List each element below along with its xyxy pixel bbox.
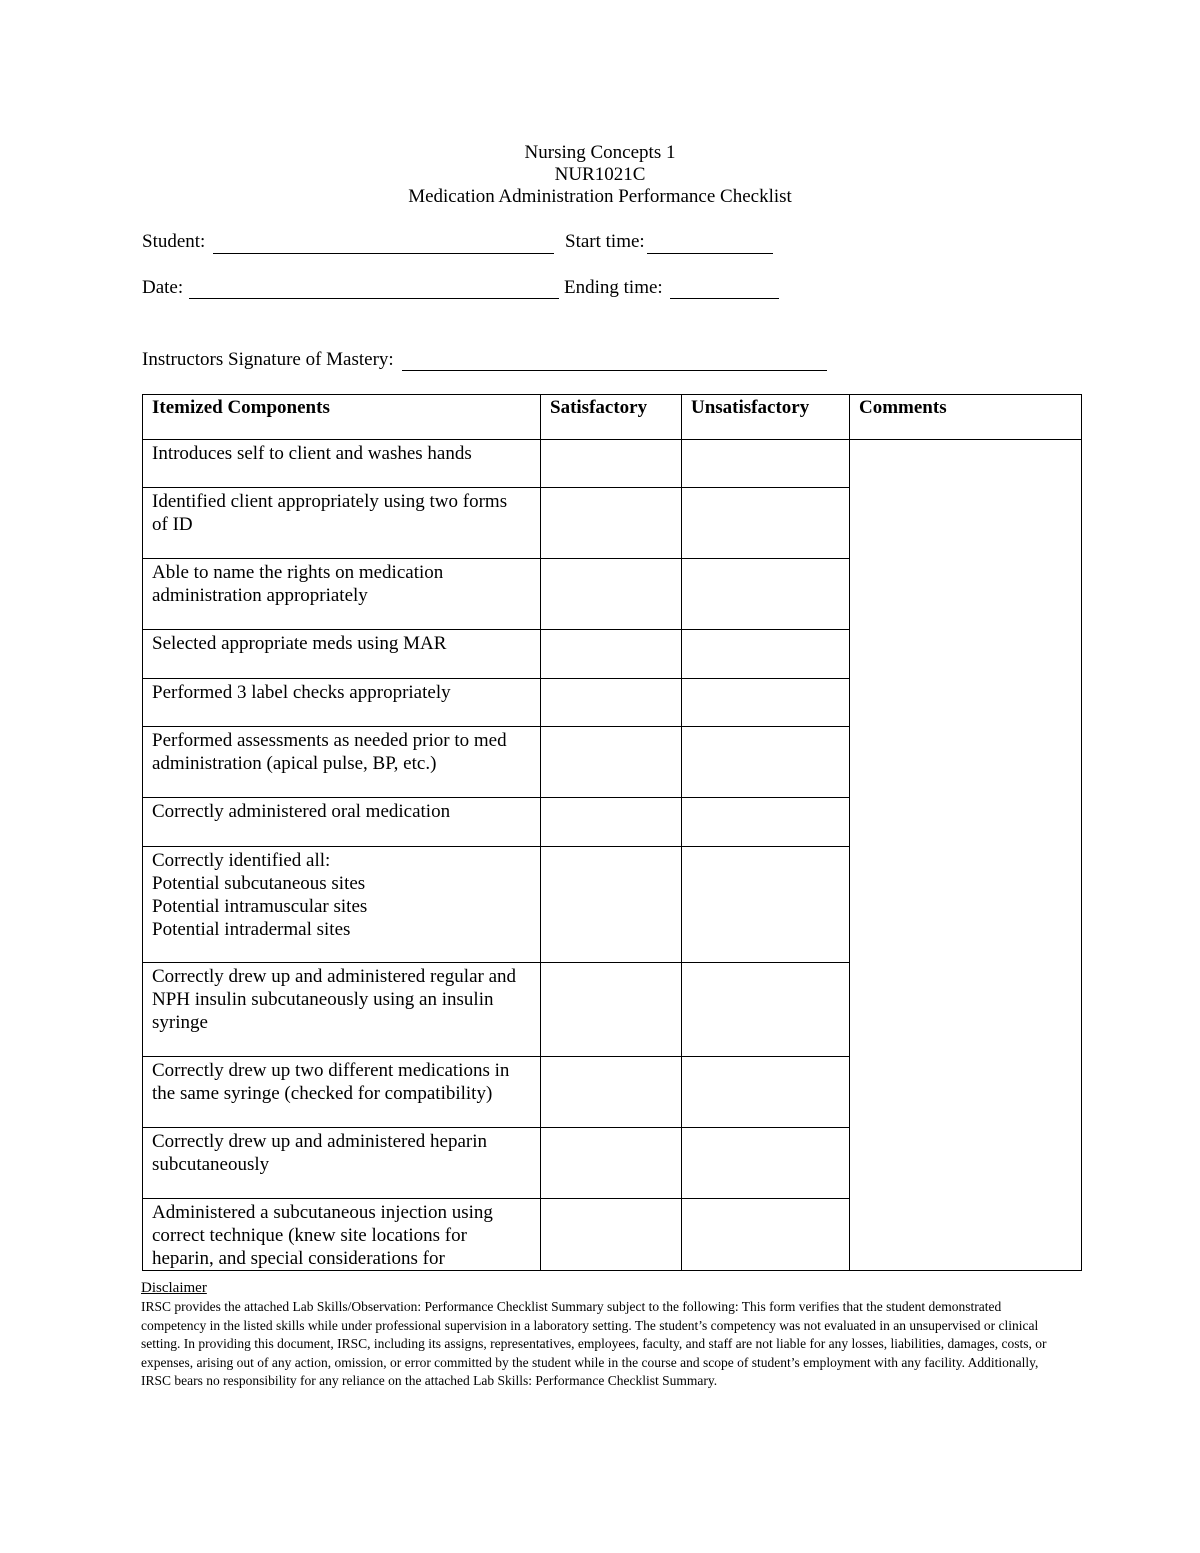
start-time-field[interactable] xyxy=(647,253,773,254)
disclaimer xyxy=(141,1279,1056,1391)
unsatisfactory-cell[interactable] xyxy=(682,559,850,630)
ending-time-label: Ending time: xyxy=(564,277,663,298)
column-header: Satisfactory xyxy=(541,395,682,440)
satisfactory-cell[interactable] xyxy=(541,559,682,630)
comments-cell[interactable] xyxy=(850,440,1082,1271)
student-label: Student: xyxy=(142,231,206,252)
item-cell: Able to name the rights on medication administration appropriately xyxy=(143,559,541,630)
satisfactory-cell[interactable] xyxy=(541,488,682,559)
unsatisfactory-cell[interactable] xyxy=(682,727,850,798)
column-header: Unsatisfactory xyxy=(682,395,850,440)
signature-label: Instructors Signature of Mastery: xyxy=(142,349,394,370)
unsatisfactory-cell[interactable] xyxy=(682,1199,850,1271)
item-cell: Selected appropriate meds using MAR xyxy=(143,630,541,679)
disclaimer-title: Disclaimer xyxy=(141,1280,207,1296)
satisfactory-cell[interactable] xyxy=(541,798,682,847)
date-field[interactable] xyxy=(189,298,559,299)
unsatisfactory-cell[interactable] xyxy=(682,963,850,1057)
unsatisfactory-cell[interactable] xyxy=(682,847,850,963)
document-header xyxy=(0,142,1200,208)
unsatisfactory-cell[interactable] xyxy=(682,1128,850,1199)
checklist-table xyxy=(142,394,1082,1271)
item-cell: Correctly drew up two different medications in the same syringe (checked for compatibility) xyxy=(143,1057,541,1128)
item-cell: Correctly administered oral medication xyxy=(143,798,541,847)
satisfactory-cell[interactable] xyxy=(541,679,682,727)
unsatisfactory-cell[interactable] xyxy=(682,1057,850,1128)
item-cell: Performed assessments as needed prior to med administration (apical pulse, BP, etc.) xyxy=(143,727,541,798)
satisfactory-cell[interactable] xyxy=(541,963,682,1057)
satisfactory-cell[interactable] xyxy=(541,727,682,798)
satisfactory-cell[interactable] xyxy=(541,630,682,679)
table-header-row xyxy=(143,395,1082,440)
unsatisfactory-cell[interactable] xyxy=(682,798,850,847)
course-title: Nursing Concepts 1 xyxy=(524,142,676,163)
item-cell: Administered a subcutaneous injection using correct technique (knew site locations for heparin, and special considerations for xyxy=(143,1199,541,1271)
unsatisfactory-cell[interactable] xyxy=(682,488,850,559)
item-cell: Performed 3 label checks appropriately xyxy=(143,679,541,727)
item-cell: Correctly drew up and administered regular and NPH insulin subcutaneously using an insulin syringe xyxy=(143,963,541,1057)
item-cell: Identified client appropriately using two forms of ID xyxy=(143,488,541,559)
unsatisfactory-cell[interactable] xyxy=(682,630,850,679)
ending-time-field[interactable] xyxy=(670,298,779,299)
table-row xyxy=(143,440,1082,488)
satisfactory-cell[interactable] xyxy=(541,1057,682,1128)
student-field[interactable] xyxy=(213,253,554,254)
satisfactory-cell[interactable] xyxy=(541,440,682,488)
satisfactory-cell[interactable] xyxy=(541,1199,682,1271)
satisfactory-cell[interactable] xyxy=(541,847,682,963)
item-cell: Introduces self to client and washes hands xyxy=(143,440,541,488)
unsatisfactory-cell[interactable] xyxy=(682,440,850,488)
disclaimer-body: IRSC provides the attached Lab Skills/Observation: Performance Checklist Summary subject to the following: This form verifies that the student demonstrated competency in the listed skills while under professional supervision in a laboratory setting. The student’s competency was not evaluated in an unsupervised or clinical setting. In providing this document, IRSC, including its assigns, representatives, employees, faculty, and staff are not liable for any losses, liabilities, damages, costs, or expenses, arising out of any action, omission, or error committed by the student while in the course and scope of student’s employment with any facility. Additionally, IRSC bears no responsibility for any reliance on the attached Lab Skills: Performance Checklist Summary. xyxy=(141,1299,1047,1388)
signature-field[interactable] xyxy=(402,370,827,371)
column-header: Comments xyxy=(850,395,1082,440)
column-header: Itemized Components xyxy=(143,395,541,440)
start-time-label: Start time: xyxy=(565,231,645,252)
item-cell: Correctly drew up and administered heparin subcutaneously xyxy=(143,1128,541,1199)
item-cell: Correctly identified all: Potential subcutaneous sites Potential intramuscular sites Potential intradermal sites xyxy=(143,847,541,963)
course-code: NUR1021C xyxy=(554,164,646,185)
satisfactory-cell[interactable] xyxy=(541,1128,682,1199)
checklist-title: Medication Administration Performance Checklist xyxy=(408,186,792,207)
unsatisfactory-cell[interactable] xyxy=(682,679,850,727)
date-label: Date: xyxy=(142,277,184,298)
